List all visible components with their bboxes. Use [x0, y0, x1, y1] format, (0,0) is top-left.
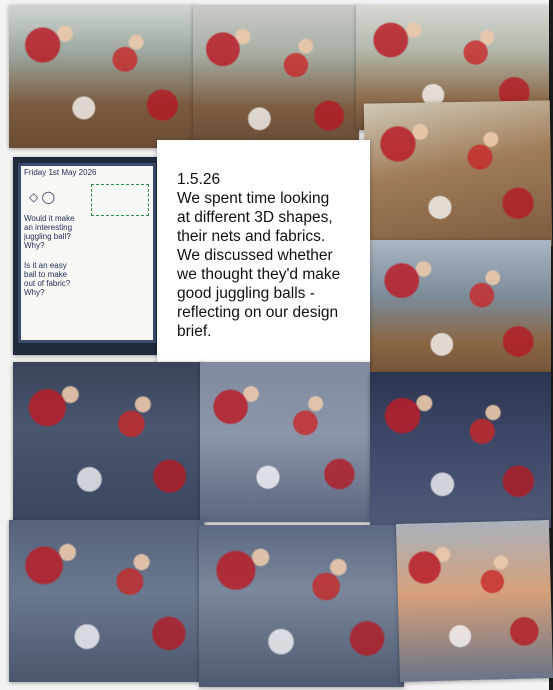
caption-card: [157, 140, 370, 365]
whiteboard-line-1: Would it make: [24, 214, 75, 223]
classroom-photo-1: [9, 5, 196, 148]
whiteboard-line-5: Is it an easy: [24, 261, 67, 270]
group-photo-1: [9, 520, 204, 682]
caption-date: 1.5.26: [177, 171, 221, 188]
whiteboard-line-6: ball to make: [24, 270, 68, 279]
child-nets-photo: [369, 240, 551, 385]
whiteboard-line-4: Why?: [24, 241, 45, 250]
group-photo-3: [396, 520, 553, 682]
whiteboard-heading: Friday 1st May 2026: [24, 168, 97, 177]
whiteboard: [18, 163, 156, 343]
fabric-photo-3: [370, 372, 551, 528]
whiteboard-line-7: out of fabric?: [24, 279, 71, 288]
group-photo-2: [199, 525, 404, 687]
net-sketch: [91, 184, 149, 216]
fabric-photo-2: [200, 362, 370, 522]
caption-text: We spent time looking at different 3D shapes, their nets and fabrics. We discussed whether we thought they'd make good juggling balls - reflecting on our design brief.: [177, 190, 341, 340]
whiteboard-line-3: juggling ball?: [24, 232, 71, 241]
whiteboard-photo: [13, 157, 163, 355]
fabric-photo-1: [13, 362, 204, 525]
whiteboard-line-2: an interesting: [24, 223, 73, 232]
whiteboard-line-8: Why?: [24, 288, 45, 297]
shape-drawing: ◇ ◯: [29, 190, 55, 204]
desk-shapes-photo: [364, 100, 553, 249]
